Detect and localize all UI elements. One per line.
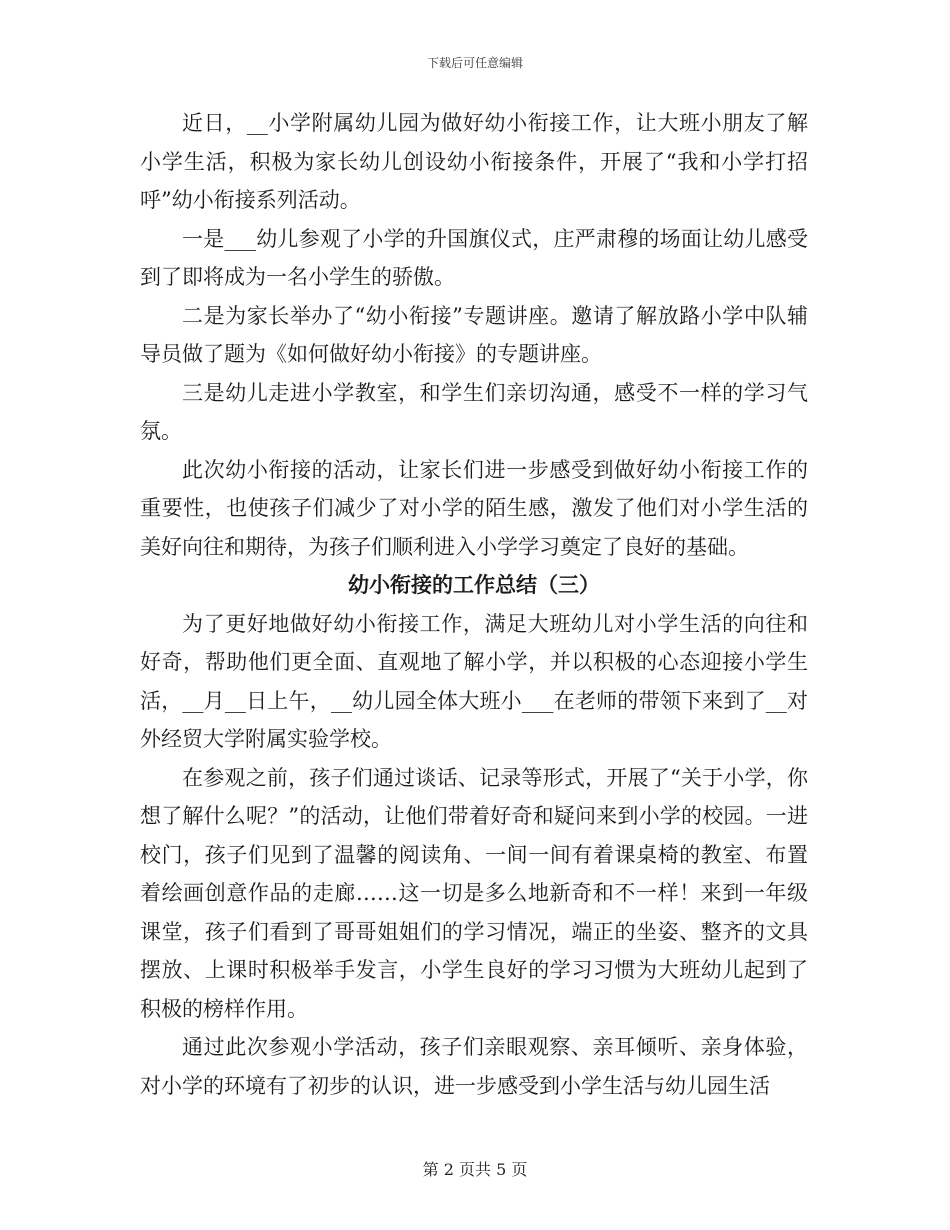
paragraph: 一是___幼儿参观了小学的升国旗仪式，庄严肃穆的场面让幼儿感受到了即将成为一名小学生的骄傲。 (140, 226, 808, 289)
paragraph: 通过此次参观小学活动，孩子们亲眼观察、亲耳倾听、亲身体验，对小学的环境有了初步的认识，进一步感受到小学生活与幼儿园生活 (140, 1035, 808, 1098)
paragraph: 此次幼小衔接的活动，让家长们进一步感受到做好幼小衔接工作的重要性，也使孩子们减少了对小学的陌生感，激发了他们对小学生活的美好向往和期待，为孩子们顺利进入小学学习奠定了良好的基础。 (140, 457, 808, 559)
section-title: 幼小衔接的工作总结（三） (348, 572, 600, 597)
paragraph: 近日，__小学附属幼儿园为做好幼小衔接工作，让大班小朋友了解小学生活，积极为家长幼儿创设幼小衔接条件，开展了“我和小学打招呼”幼小衔接系列活动。 (140, 111, 808, 212)
paragraph: 在参观之前，孩子们通过谈话、记录等形式，开展了“关于小学，你想了解什么呢？”的活动，让他们带着好奇和疑问来到小学的校园。一进校门，孩子们见到了温馨的阅读角、一间一间有着课桌椅的教室、布置着绘画创意作品的走廊……这一切是多么地新奇和不一样！来到一年级课堂，孩子们看到了哥哥姐姐们的学习情况，端正的坐姿、整齐的文具摆放、上课时积极举手发言，小学生良好的学习习惯为大班幼儿起到了积极的榜样作用。 (140, 765, 808, 1021)
paragraph: 为了更好地做好幼小衔接工作，满足大班幼儿对小学生活的向往和好奇，帮助他们更全面、直观地了解小学，并以积极的心态迎接小学生活，__月__日上午，__幼儿园全体大班小___在老师的带领下来到了__对外经贸大学附属实验学校。 (140, 611, 808, 751)
paragraph: 二是为家长举办了“幼小衔接”专题讲座。邀请了解放路小学中队辅导员做了题为《如何做好幼小衔接》的专题讲座。 (140, 303, 808, 366)
page-number: 第 2 页共 5 页 (422, 1160, 528, 1179)
header-note: 下载后可任意编辑 (426, 56, 523, 70)
paragraph: 三是幼儿走进小学教室，和学生们亲切沟通，感受不一样的学习气氛。 (140, 380, 808, 443)
document-body (140, 104, 808, 1105)
